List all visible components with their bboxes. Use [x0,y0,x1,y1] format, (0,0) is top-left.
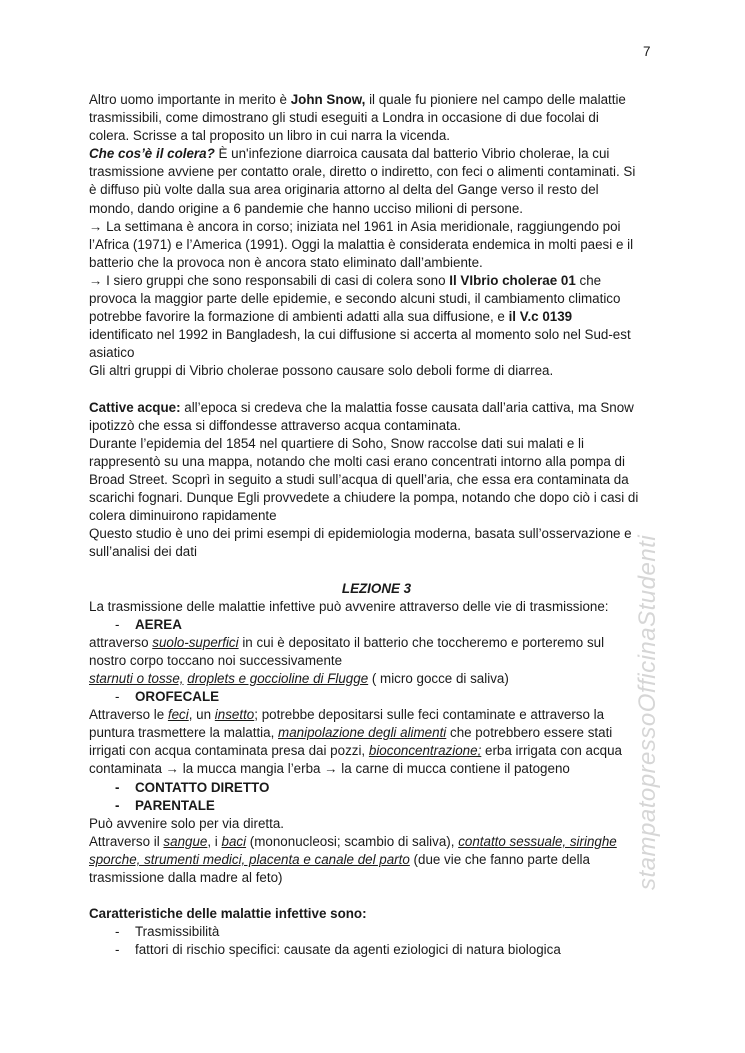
text: il quale fu pioniere nel campo delle malattie [365,92,626,107]
text-line [89,344,664,362]
text: Durante l’epidemia del 1854 nel quartiere di Soho, Snow raccolse dati sui malati e li [89,435,584,451]
text-line [89,598,664,616]
styled-text: feci [167,707,189,723]
bullet-dash: - [115,924,120,940]
styled-text: sangue [163,833,208,849]
text: È un'infezione diarroica causata dal batterio Vibrio cholerae, la cui [214,146,610,162]
text-line [89,200,664,218]
bullet-item [89,797,664,815]
styled-text: droplets e goccioline di Flugge [187,671,369,686]
text: colera diminuirono rapidamente [89,508,277,524]
text: in cui è depositato il batterio che toccheremo e porteremo sul [238,634,605,650]
text: mondo, dando origine a 6 pandemie che hanno ucciso milioni di persone. [89,200,523,216]
text-line [89,362,664,380]
bullet-dash: - [115,779,120,795]
blank-line [89,561,664,579]
text-line [89,145,664,163]
text: trasmissione avviene per contatto orale, diretto o indiretto, con feci o alimenti contaminati. Si [89,164,636,180]
styled-text: bioconcentrazione; [368,743,482,759]
text-line [89,272,664,290]
styled-text: LEZIONE 3 [341,580,412,596]
text: trasmissibili, come dimostrano gli studi eseguiti a Londra in occasione di due focolai di [89,110,599,126]
text: è diffuso più volte dalla sua area originaria attorno al delta del Gange verso il resto del [89,182,599,198]
section-heading [89,580,664,598]
text: colera. Scrisse a tal proposito un libro in cui narra la vicenda. [89,128,450,144]
text-line [89,127,664,145]
text: sull’analisi dei dati [89,544,197,560]
bullet-item [89,923,664,941]
text: → I siero gruppi che sono responsabili di casi di colera sono [89,272,450,288]
styled-text: OROFECALE [135,689,220,705]
text: fattori di rischio specifici: causate da agenti eziologici di natura biologica [135,942,561,958]
text-line [89,91,664,109]
text: (due vie che fanno parte della [409,851,590,867]
text: , i [207,833,222,849]
text-line [89,724,664,742]
text: provoca la maggior parte delle epidemie, e secondo alcuni studi, il cambiamento climatico [89,291,621,307]
text-line [89,399,664,417]
text-line [89,507,664,525]
text: contaminata → la mucca mangia l’erba → la carne di mucca contiene il patogeno [89,761,570,777]
bullet-text [135,798,215,813]
text: Attraverso il [89,833,164,849]
styled-text: starnuti o tosse, [89,671,184,686]
text: ; potrebbe depositarsi sulle feci contaminate e attraverso la [254,707,605,723]
styled-text: Che cos’è il colera? [89,146,215,162]
styled-text: PARENTALE [135,797,215,813]
text: Attraverso le [89,707,168,723]
text-line [89,236,664,254]
styled-text: baci [221,833,247,849]
styled-text: John Snow, [290,92,366,107]
text: Questo studio è uno dei primi esempi di epidemiologia moderna, basata sull’osservazione e [89,526,632,542]
text-line [89,869,664,887]
text: asiatico [89,345,135,361]
bullet-text [135,780,269,795]
bullet-text [135,942,561,957]
text-line [89,670,664,688]
text: Gli altri gruppi di Vibrio cholerae possono causare solo deboli forme di diarrea. [89,363,554,379]
text-line [89,760,664,778]
bullet-dash: - [115,797,120,813]
text: l’Africa (1971) e l’America (1991). Oggi la malattia è considerata endemica in molti paesi e il [89,236,634,252]
text-line [89,163,664,181]
text-line [89,543,664,561]
bullet-text [135,924,219,939]
bullet-item [89,779,664,797]
text: batterio che la provoca non è ancora stato eliminato dall’ambiente. [89,254,483,270]
watermark: stampatopressoOfficinaStudenti [634,534,661,890]
text: (mononucleosi; scambio di saliva), [246,833,459,849]
styled-text: il V.c 0139 [508,309,573,325]
text: rappresentò su una mappa, notando che molti casi erano concentrati intorno alla pompa di [89,453,625,469]
text: che [575,272,602,288]
text-line [89,742,664,760]
text-line [89,905,664,923]
text: puntura trasmettere la malattia, [89,725,279,741]
blank-line [89,887,664,905]
text: nostro corpo toccano noi successivamente [89,652,343,668]
text-line [89,815,664,833]
text-line [89,453,664,471]
text: irrigati con acqua contaminata presa dai pozzi, [89,743,369,759]
text: erba irrigata con acqua [481,743,622,759]
text: La trasmissione delle malattie infettive può avvenire attraverso delle vie di trasmissione: [89,598,609,614]
text: che potrebbero essere stati [446,725,613,741]
bullet-dash: - [115,616,120,632]
bullet-text [135,689,219,704]
text: → La settimana è ancora in corso; iniziata nel 1961 in Asia meridionale, raggiungendo poi [89,218,621,234]
bullet-dash: - [115,942,120,958]
styled-text: Caratteristiche delle malattie infettive sono: [89,906,367,922]
text: potrebbe favorire la formazione di ambienti adatti alla sua diffusione, e [89,309,509,325]
blank-line [89,381,664,399]
styled-text: sporche, strumenti medici, placenta e canale del parto [89,851,410,867]
text-line [89,706,664,724]
styled-text: suolo-superfici [152,634,239,650]
text-line [89,489,664,507]
text-line [89,308,664,326]
text-line [89,634,664,652]
text: Broad Street. Scoprì in seguito a studi sull’acqua di quell’aria, che essa era contaminata da [89,471,629,487]
bullet-text [135,617,182,632]
styled-text: Il VIbrio cholerae 01 [449,272,576,288]
text: ipotizzò che essa si diffondesse attraverso acqua contaminata. [89,417,461,433]
styled-text: insetto [214,707,255,723]
bullet-item [89,688,664,706]
text-line [89,109,664,127]
styled-text: contatto sessuale, siringhe [458,833,617,849]
text: all’epoca si credeva che la malattia fosse causata dall’aria cattiva, ma Snow [180,399,634,415]
text: , un [188,707,215,723]
styled-text: Cattive acque: [89,399,181,415]
text: Trasmissibilità [135,924,220,940]
text-line [89,833,664,851]
text-line [89,417,664,435]
bullet-item [89,616,664,634]
text: scarichi fognari. Dunque Egli provvedete a chiudere la pompa, notando che dopo ciò i casi di [89,490,639,506]
styled-text: CONTATTO DIRETTO [135,779,270,795]
text-line [89,525,664,543]
text-line [89,254,664,272]
bullet-dash: - [115,689,120,705]
text-line [89,290,664,308]
text: ( micro gocce di saliva) [368,671,509,686]
text: attraverso [89,634,153,650]
text-line [89,326,664,344]
text-line [89,435,664,453]
text-line [89,471,664,489]
text: identificato nel 1992 in Bangladesh, la cui diffusione si accerta al momento solo nel Sud-est [89,327,631,343]
text-line [89,851,664,869]
text-line [89,218,664,236]
text: trasmissione dalla madre al feto) [89,870,283,886]
bullet-item [89,941,664,959]
styled-text: AEREA [135,616,182,632]
text-line [89,181,664,199]
text-line [89,652,664,670]
page-number: 7 [643,44,651,59]
styled-text: manipolazione degli alimenti [278,725,447,741]
text: Può avvenire solo per via diretta. [89,815,285,831]
text: Altro uomo importante in merito è [89,92,291,107]
document-body [89,91,664,960]
